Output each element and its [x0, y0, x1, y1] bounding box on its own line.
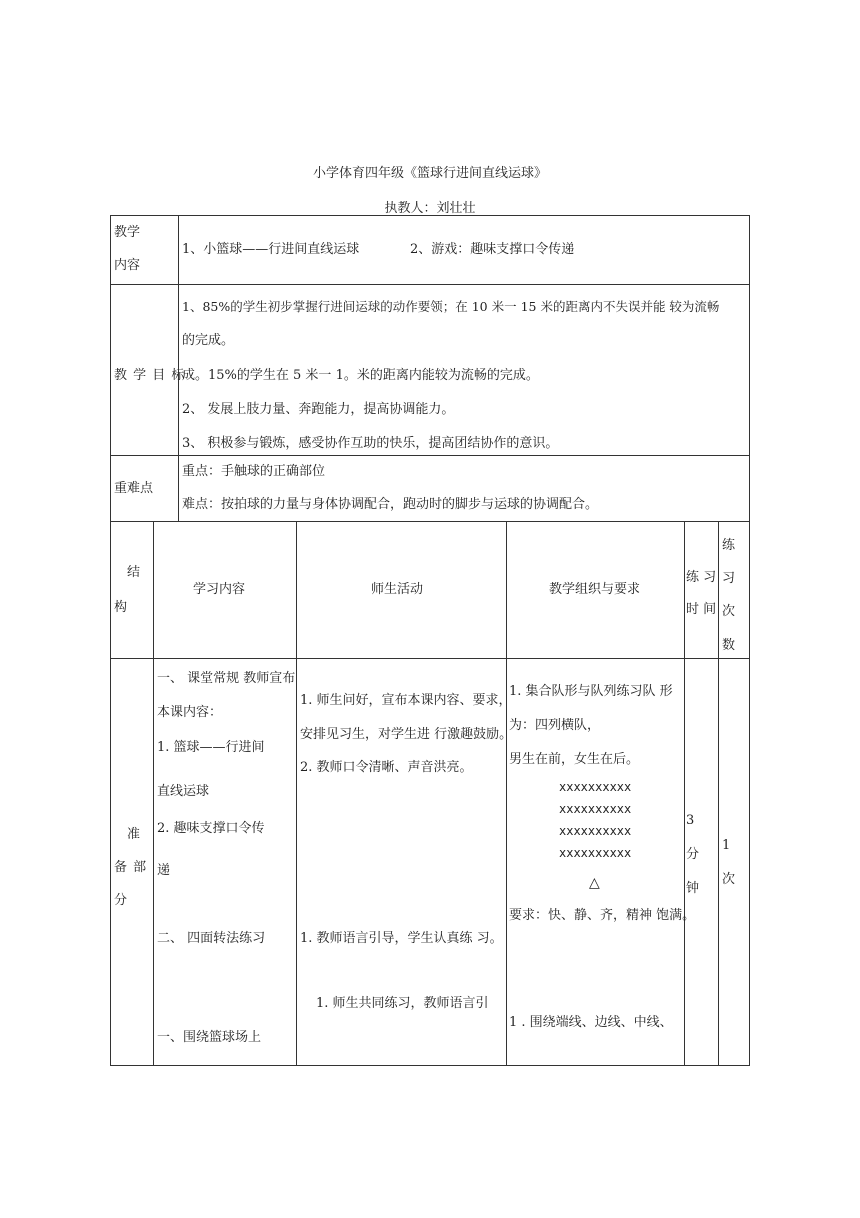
activity-line: 1. 师生共同练习，教师语言引 [316, 996, 489, 1011]
col-header-time: 练 习 [686, 570, 717, 585]
col-divider [153, 521, 154, 1066]
learning-line: 2. 趣味支撑口令传 [157, 821, 265, 836]
section-label: 分 [114, 893, 128, 908]
row-divider [110, 284, 750, 285]
practice-time: 分 [686, 847, 700, 862]
label-divider [178, 215, 179, 455]
page-title: 小学体育四年级《篮球行进间直线运球》 [312, 166, 547, 181]
col-header-count: 数 [722, 638, 736, 653]
activity-line: 安排见习生，对学生进 行激趣鼓励。 [300, 727, 513, 742]
content-item: 1、小篮球——行进间直线运球 [182, 242, 360, 257]
organization-line: 男生在前，女生在后。 [509, 752, 640, 767]
goal-line: 2、 发展上肢力量、奔跑能力，提高协调能力。 [182, 402, 455, 417]
teacher-triangle-icon: △ [589, 875, 600, 891]
activity-line: 2. 教师口令清晰、声音洪亮。 [300, 760, 473, 775]
col-header-count: 次 [722, 604, 736, 619]
col-header-time: 时 间 [686, 602, 717, 617]
practice-time: 钟 [686, 881, 700, 896]
col-header-count: 习 [722, 571, 736, 586]
col-divider [506, 521, 507, 1066]
formation-row: xxxxxxxxxx [559, 846, 632, 860]
goal-line: 的完成。 [182, 333, 235, 348]
col-divider [296, 521, 297, 1066]
section-label: 准 [127, 827, 141, 842]
goals-label: 教 学 目 标 [114, 368, 186, 383]
activity-line: 1. 教师语言引导，学生认真练 习。 [300, 931, 503, 946]
practice-count: 1 [722, 838, 731, 853]
col-header-count: 练 [722, 538, 736, 553]
content-label: 教学 [114, 225, 141, 240]
col-header-activity: 师生活动 [371, 582, 424, 597]
goal-line: 1、85%的学生初步掌握行进间运球的动作要领；在 10 米一 15 米的距离内不失误并能 较为流畅 [182, 299, 720, 314]
learning-line: 一、 课堂常规 教师宣布 [157, 671, 296, 686]
activity-line: 1. 师生问好，宣布本课内容、要求， [300, 693, 512, 708]
col-header-structure: 构 [114, 600, 128, 615]
col-header-organization: 教学组织与要求 [549, 582, 641, 597]
learning-line: 直线运球 [157, 784, 210, 799]
learning-line: 一、围绕篮球场上 [157, 1030, 262, 1045]
content-label: 内容 [114, 258, 141, 273]
goal-line: 3、 积极参与锻炼，感受协作互助的快乐，提高团结协作的意识。 [182, 436, 559, 451]
row-divider [110, 455, 750, 456]
row-divider [110, 658, 750, 659]
label-divider [178, 455, 179, 521]
practice-time: 3 [686, 813, 695, 828]
teacher-name: 执教人：刘壮壮 [384, 201, 476, 216]
learning-line: 二、 四面转法练习 [157, 931, 266, 946]
organization-requirement: 要求：快、静、齐，精神 饱满。 [509, 908, 696, 923]
col-header-learning: 学习内容 [193, 582, 246, 597]
section-label: 备 部 [114, 860, 148, 875]
col-header-structure: 结 [127, 565, 141, 580]
goal-line: 成。15%的学生在 5 米一 1。米的距离内能较为流畅的完成。 [182, 368, 539, 383]
learning-line: 递 [157, 863, 171, 878]
col-divider [684, 521, 685, 1066]
content-item: 2、游戏：趣味支撑口令传递 [410, 242, 575, 257]
difficulty-label: 重难点 [114, 481, 154, 496]
col-divider [718, 521, 719, 1066]
key-point: 重点：手触球的正确部位 [182, 464, 326, 479]
row-divider [110, 521, 750, 522]
learning-line: 1. 篮球——行进间 [157, 740, 265, 755]
formation-row: xxxxxxxxxx [559, 824, 632, 838]
organization-line: 为：四列横队， [509, 718, 601, 733]
organization-line: 1. 集合队形与队列练习队 形 [509, 684, 673, 699]
formation-row: xxxxxxxxxx [559, 780, 632, 794]
hard-point: 难点：按拍球的力量与身体协调配合，跑动时的脚步与运球的协调配合。 [182, 497, 599, 512]
organization-line: 1 . 围绕端线、边线、中线、 [509, 1015, 673, 1030]
formation-row: xxxxxxxxxx [559, 802, 632, 816]
learning-line: 本课内容： [157, 705, 223, 720]
practice-count: 次 [722, 872, 736, 887]
